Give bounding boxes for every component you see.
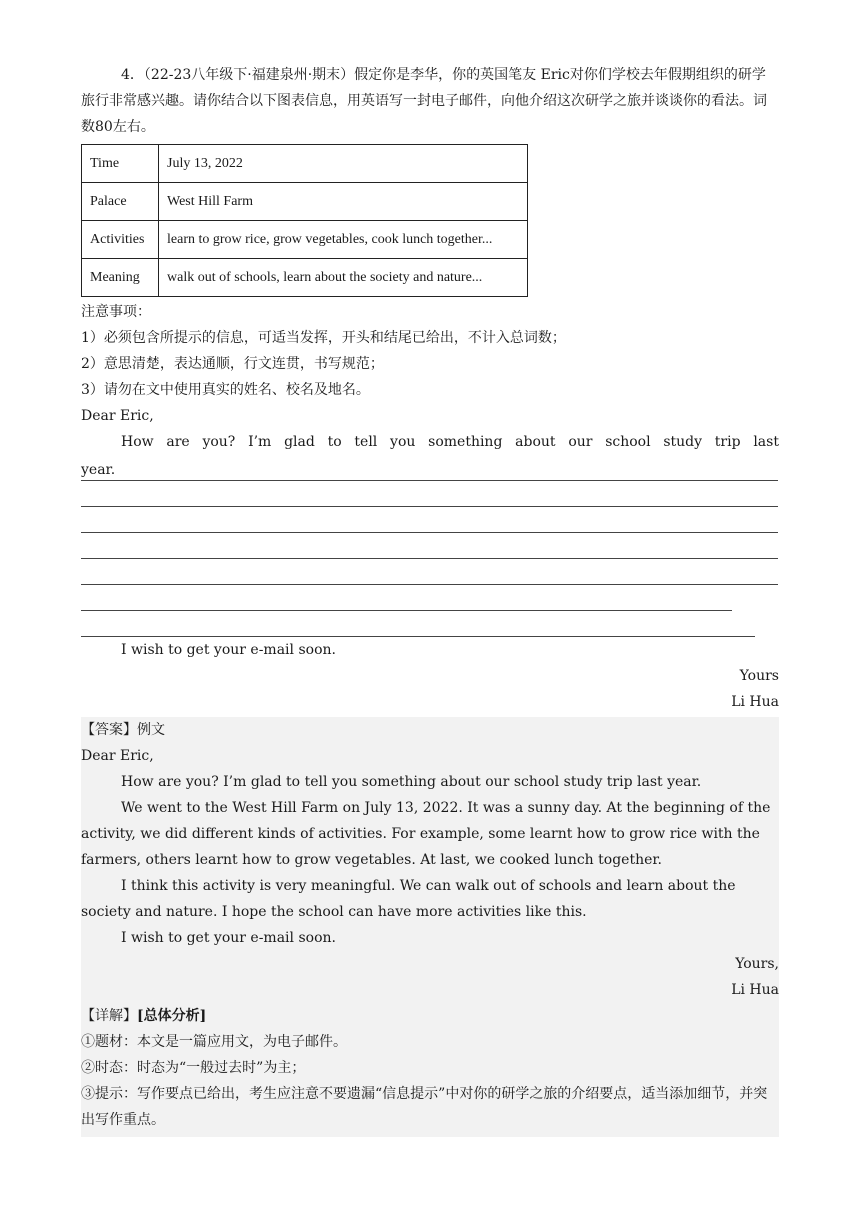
writing-area xyxy=(81,455,778,637)
answer-sign-name: Li Hua xyxy=(731,982,779,998)
answer-label: 【答案】例文 xyxy=(81,722,165,738)
table-value: West Hill Farm xyxy=(159,183,528,221)
table-row xyxy=(82,145,528,183)
table-key: Activities xyxy=(82,221,159,259)
answer-salutation: Dear Eric, xyxy=(81,748,154,764)
note-item: 1）必须包含所提示的信息，可适当发挥，开头和结尾已给出，不计入总词数； xyxy=(81,330,566,346)
analysis-subheading: [总体分析] xyxy=(137,1008,207,1024)
analysis-point: ③提示：写作要点已给出，考生应注意不要遗漏“信息提示”中对你的研学之旅的介绍要点，适当添加细节，并突出写作重点。 xyxy=(81,1086,768,1128)
writing-line xyxy=(81,481,778,507)
letter-sign-yours: Yours xyxy=(739,668,779,684)
letter-opening: How are you? I’m glad to tell you something about our school study trip last xyxy=(121,434,779,450)
answer-section xyxy=(81,717,779,1137)
writing-line xyxy=(81,507,778,533)
answer-paragraph: I wish to get your e-mail soon. xyxy=(121,930,336,946)
writing-line xyxy=(81,611,755,637)
answer-paragraph: How are you? I’m glad to tell you something about our school study trip last year. xyxy=(121,774,702,790)
analysis-point: ①题材：本文是一篇应用文，为电子邮件。 xyxy=(81,1034,347,1050)
table-key: Meaning xyxy=(82,259,159,297)
letter-closing: I wish to get your e-mail soon. xyxy=(121,642,336,658)
analysis-heading xyxy=(81,1003,779,1029)
analysis-point: ②时态：时态为“一般过去时”为主； xyxy=(81,1060,306,1076)
note-item: 3）请勿在文中使用真实的姓名、校名及地名。 xyxy=(81,382,370,398)
note-item: 2）意思清楚，表达通顺，行文连贯，书写规范； xyxy=(81,356,384,372)
writing-line xyxy=(81,559,778,585)
answer-sign-yours: Yours, xyxy=(735,956,779,972)
writing-line xyxy=(81,533,778,559)
table-row xyxy=(82,259,528,297)
table-key: Palace xyxy=(82,183,159,221)
letter-salutation: Dear Eric, xyxy=(81,408,154,424)
answer-paragraph: We went to the West Hill Farm on July 13, 2022. It was a sunny day. At the beginning of the activity, we did different kinds of activities. For example, some learnt how to grow rice with the farmers, others learnt how to grow vegetables. At last, we cooked lunch together. xyxy=(81,800,771,868)
info-table xyxy=(81,144,528,297)
table-value: learn to grow rice, grow vegetables, cook lunch together... xyxy=(159,221,528,259)
letter-sign-name: Li Hua xyxy=(731,694,779,710)
question-intro: 4．（22-23八年级下·福建泉州·期末）假定你是李华，你的英国笔友 Eric对你们学校去年假期组织的研学旅行非常感兴趣。请你结合以下图表信息，用英语写一封电子邮件，向他介绍这次研学之旅并谈谈你的看法。词数80左右。 xyxy=(81,67,767,135)
table-key: Time xyxy=(82,145,159,183)
writing-line: year. xyxy=(81,455,778,481)
table-value: walk out of schools, learn about the society and nature... xyxy=(159,259,528,297)
analysis-label: 【详解】 xyxy=(81,1008,137,1024)
answer-paragraph: I think this activity is very meaningful. We can walk out of schools and learn about the society and nature. I hope the school can have more activities like this. xyxy=(81,878,736,920)
notes-title: 注意事项： xyxy=(81,304,151,320)
table-value: July 13, 2022 xyxy=(159,145,528,183)
table-row xyxy=(82,221,528,259)
document-page xyxy=(81,62,779,1137)
writing-line xyxy=(81,585,732,611)
table-row xyxy=(82,183,528,221)
